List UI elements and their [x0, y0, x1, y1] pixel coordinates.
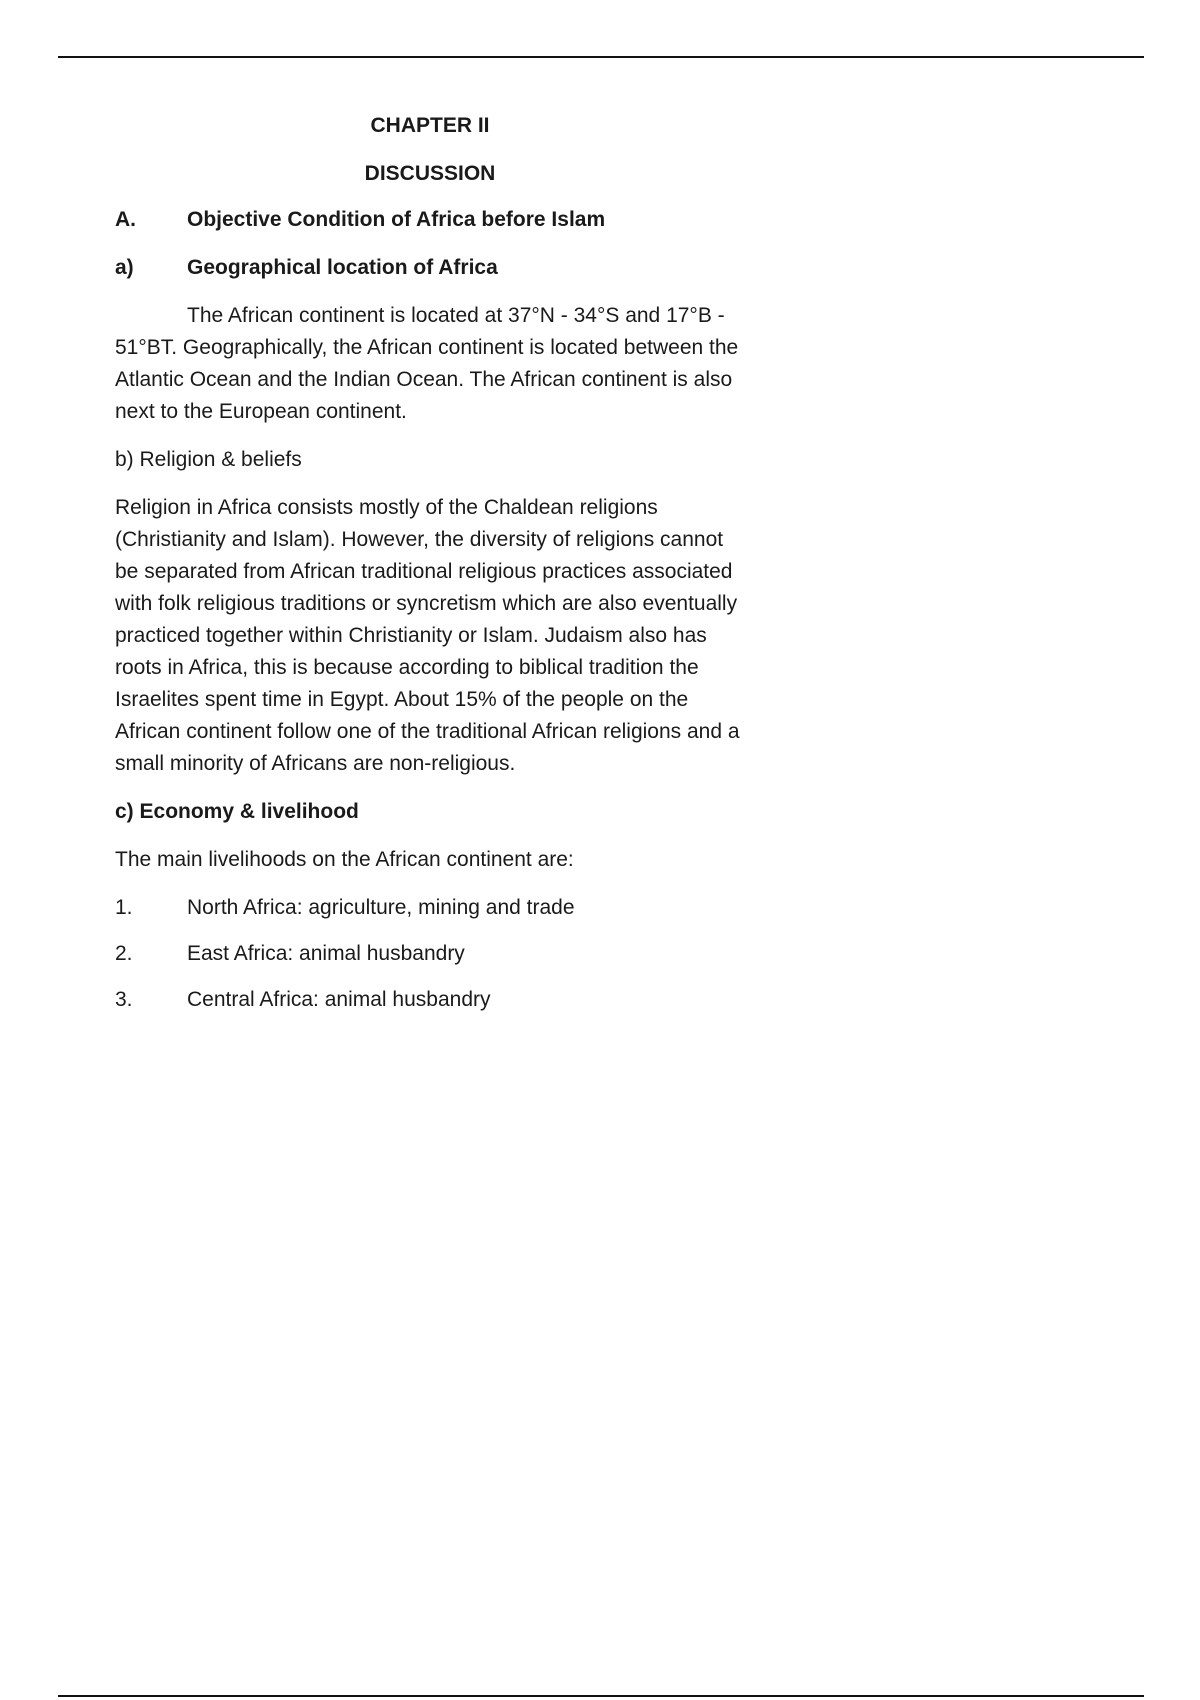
geography-paragraph: The African continent is located at 37°N - 34°S and 17°B - 51°BT. Geographically, the African continent is located between the Atlantic Ocean and the Indian Ocean. The African continent is also next to the European continent. [115, 304, 739, 423]
section-a-marker: A. [115, 208, 136, 231]
subsection-a-title: Geographical location of Africa [187, 256, 498, 279]
list-item [115, 938, 745, 970]
subsection-a-marker: a) [115, 256, 134, 279]
list-item-number: 2. [115, 942, 133, 965]
economy-intro: The main livelihoods on the African continent are: [115, 848, 574, 871]
section-a-title: Objective Condition of Africa before Islam [187, 208, 606, 231]
list-item [115, 892, 745, 924]
subsection-c-heading: c) Economy & livelihood [115, 800, 359, 823]
document-body [115, 110, 745, 1030]
header-rule [58, 56, 1144, 58]
list-item-text: Central Africa: animal husbandry [187, 988, 491, 1011]
list-item-number: 1. [115, 896, 133, 919]
subsection-a-heading [115, 252, 745, 284]
footer-rule [58, 1695, 1144, 1697]
list-item [115, 984, 745, 1016]
chapter-label: CHAPTER II [370, 114, 490, 137]
chapter-title: DISCUSSION [364, 162, 496, 185]
list-item-number: 3. [115, 988, 133, 1011]
section-a-heading [115, 204, 745, 236]
list-item-text: East Africa: animal husbandry [187, 942, 465, 965]
religion-paragraph: Religion in Africa consists mostly of the Chaldean religions (Christianity and Islam). However, the diversity of religions cannot be separated from African traditional religious practices associated with folk religious traditions or syncretism which are also eventually practiced together within Christianity or Islam. Judaism also has roots in Africa, this is because according to biblical tradition the Israelites spent time in Egypt. About 15% of the people on the African continent follow one of the traditional African religions and a small minority of Africans are non-religious. [115, 496, 740, 775]
list-item-text: North Africa: agriculture, mining and trade [187, 896, 575, 919]
subsection-b-heading: b) Religion & beliefs [115, 448, 302, 471]
